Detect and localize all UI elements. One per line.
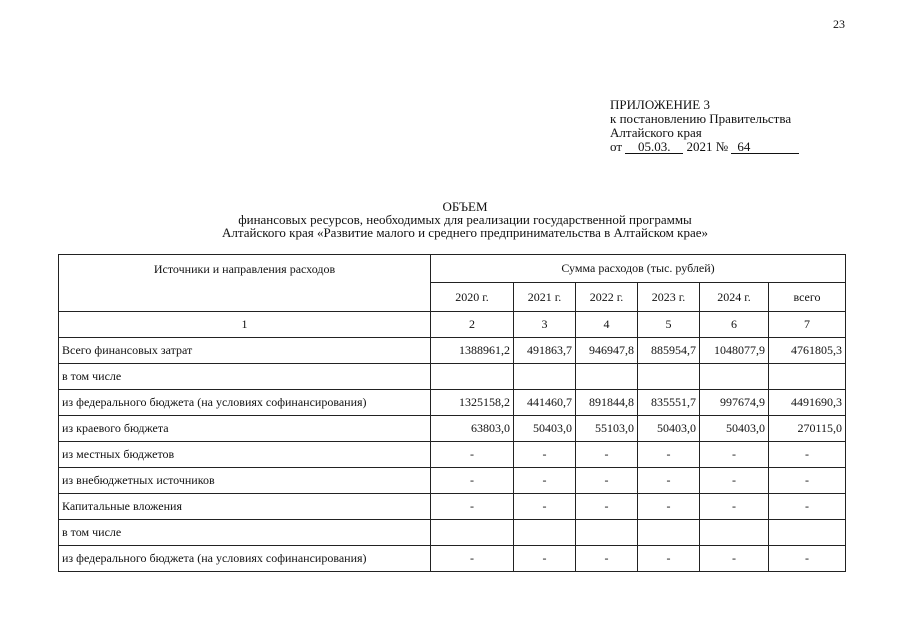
row-label: в том числе — [59, 520, 431, 546]
row-value: - — [431, 442, 514, 468]
row-value: 835551,7 — [638, 390, 700, 416]
row-value — [431, 520, 514, 546]
row-value: - — [576, 442, 638, 468]
row-value: 4491690,3 — [769, 390, 846, 416]
row-value — [514, 364, 576, 390]
row-value: 270115,0 — [769, 416, 846, 442]
row-value: 946947,8 — [576, 338, 638, 364]
row-value: - — [638, 494, 700, 520]
table-row — [59, 338, 846, 364]
table-row — [59, 494, 846, 520]
row-value — [700, 520, 769, 546]
row-value: - — [700, 494, 769, 520]
row-value: 891844,8 — [576, 390, 638, 416]
finance-table — [58, 254, 846, 572]
row-value: 55103,0 — [576, 416, 638, 442]
row-value: - — [769, 442, 846, 468]
col-number: 5 — [638, 312, 700, 338]
header-row — [59, 255, 846, 283]
table-row — [59, 520, 846, 546]
row-value: - — [638, 442, 700, 468]
row-value: - — [514, 494, 576, 520]
row-value: - — [638, 546, 700, 572]
row-value: 1325158,2 — [431, 390, 514, 416]
row-value: 1048077,9 — [700, 338, 769, 364]
year-header: 2020 г. — [431, 283, 514, 312]
row-label: из федерального бюджета (на условиях софинансирования) — [59, 390, 431, 416]
col-number: 6 — [700, 312, 769, 338]
year-header: всего — [769, 283, 846, 312]
row-value: - — [700, 442, 769, 468]
row-value: - — [431, 494, 514, 520]
row-value: 1388961,2 — [431, 338, 514, 364]
row-value: - — [769, 468, 846, 494]
col-number: 7 — [769, 312, 846, 338]
row-label: Всего финансовых затрат — [59, 338, 431, 364]
header-sum: Сумма расходов (тыс. рублей) — [431, 255, 846, 283]
row-value — [769, 364, 846, 390]
title-line: ОБЪЕМ — [442, 199, 488, 214]
table-row — [59, 364, 846, 390]
row-value — [638, 520, 700, 546]
row-value: - — [700, 468, 769, 494]
row-value: 491863,7 — [514, 338, 576, 364]
appendix-block — [610, 98, 799, 154]
col-number: 2 — [431, 312, 514, 338]
table-body — [59, 338, 846, 572]
col-number: 1 — [59, 312, 431, 338]
row-value: 50403,0 — [638, 416, 700, 442]
row-label: Капитальные вложения — [59, 494, 431, 520]
row-label: в том числе — [59, 364, 431, 390]
row-value: - — [431, 546, 514, 572]
table-row — [59, 468, 846, 494]
table-row — [59, 442, 846, 468]
title-line: Алтайского края «Развитие малого и среднего предпринимательства в Алтайском крае» — [222, 225, 708, 240]
row-label: из местных бюджетов — [59, 442, 431, 468]
year-header: 2021 г. — [514, 283, 576, 312]
table-row — [59, 546, 846, 572]
row-value — [700, 364, 769, 390]
row-value: - — [514, 468, 576, 494]
row-label: из краевого бюджета — [59, 416, 431, 442]
row-label: из внебюджетных источников — [59, 468, 431, 494]
col-number: 3 — [514, 312, 576, 338]
row-value: 50403,0 — [700, 416, 769, 442]
header-sources: Источники и направления расходов — [59, 255, 431, 312]
row-value: - — [638, 468, 700, 494]
appendix-year: 2021 № — [686, 139, 729, 154]
row-value: 441460,7 — [514, 390, 576, 416]
year-header: 2022 г. — [576, 283, 638, 312]
row-value — [431, 364, 514, 390]
row-value — [576, 364, 638, 390]
table-row — [59, 416, 846, 442]
col-number: 4 — [576, 312, 638, 338]
row-value: 885954,7 — [638, 338, 700, 364]
row-value: - — [576, 468, 638, 494]
column-number-row — [59, 312, 846, 338]
row-value: - — [769, 546, 846, 572]
appendix-date: 05.03. — [625, 140, 683, 154]
appendix-number: 64 — [731, 140, 799, 154]
appendix-date-line — [610, 140, 799, 154]
row-value: - — [431, 468, 514, 494]
year-header: 2024 г. — [700, 283, 769, 312]
row-value: - — [700, 546, 769, 572]
row-value: 4761805,3 — [769, 338, 846, 364]
page-number: 23 — [833, 17, 845, 31]
row-value: - — [576, 546, 638, 572]
row-value — [514, 520, 576, 546]
document-title — [150, 200, 780, 239]
row-value: 997674,9 — [700, 390, 769, 416]
year-header: 2023 г. — [638, 283, 700, 312]
row-value — [638, 364, 700, 390]
table-row — [59, 390, 846, 416]
row-value: 50403,0 — [514, 416, 576, 442]
row-value: - — [514, 546, 576, 572]
appendix-title: ПРИЛОЖЕНИЕ 3 — [610, 97, 710, 112]
row-value — [769, 520, 846, 546]
row-value: - — [769, 494, 846, 520]
row-value: 63803,0 — [431, 416, 514, 442]
row-label: из федерального бюджета (на условиях софинансирования) — [59, 546, 431, 572]
appendix-line: Алтайского края — [610, 125, 702, 140]
appendix-line: к постановлению Правительства — [610, 111, 792, 126]
title-line: финансовых ресурсов, необходимых для реализации государственной программы — [238, 212, 692, 227]
row-value: - — [576, 494, 638, 520]
row-value: - — [514, 442, 576, 468]
row-value — [576, 520, 638, 546]
appendix-prefix: от — [610, 139, 623, 154]
